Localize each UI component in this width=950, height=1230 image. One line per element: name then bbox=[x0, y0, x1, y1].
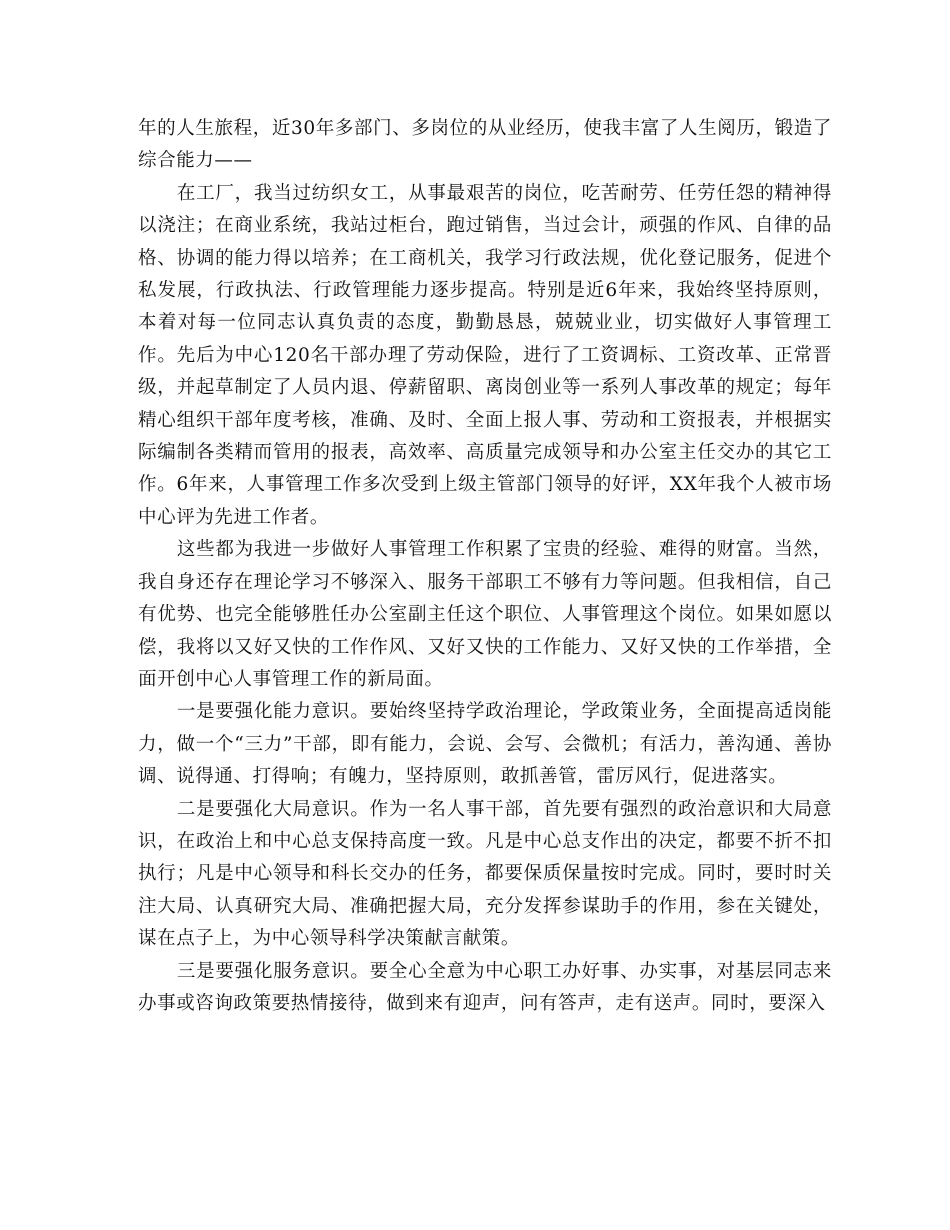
paragraph-work-experience: 在工厂，我当过纺织女工，从事最艰苦的岗位，吃苦耐劳、任劳任怨的精神得以浇注；在商业系统，我站过柜台，跑过销售，当过会计，顽强的作风、自律的品格、协调的能力得以培养；在工商机关，我学习行政法规，优化登记服务，促进个私发展，行政执法、行政管理能力逐步提高。特别是近6年来，我始终坚持原则，本着对每一位同志认真负责的态度，勤勤恳恳，兢兢业业，切实做好人事管理工作。先后为中心120名干部办理了劳动保险，进行了工资调标、工资改革、正常晋级，并起草制定了人员内退、停薪留职、离岗创业等一系列人事改革的规定；每年精心组织干部年度考核，准确、及时、全面上报人事、劳动和工资报表，并根据实际编制各类精而管用的报表，高效率、高质量完成领导和办公室主任交办的其它工作。6年来，人事管理工作多次受到上级主管部门领导的好评，XX年我个人被市场中心评为先进工作者。 bbox=[138, 182, 832, 528]
paragraph-self-assessment: 这些都为我进一步做好人事管理工作积累了宝贵的经验、难得的财富。当然，我自身还存在理论学习不够深入、服务干部职工不够有力等问题。但我相信，自己有优势、也完全能够胜任办公室副主任这个职位、人事管理这个岗位。如果如愿以偿，我将以又好又快的工作作风、又好又快的工作能力、又好又快的工作举措，全面开创中心人事管理工作的新局面。 bbox=[138, 539, 832, 690]
paragraph-continuation: 年的人生旅程，近30年多部门、多岗位的从业经历，使我丰富了人生阅历，锻造了综合能力—— bbox=[138, 118, 832, 172]
paragraph-overall-awareness: 二是要强化大局意识。作为一名人事干部，首先要有强烈的政治意识和大局意识，在政治上和中心总支保持高度一致。凡是中心总支作出的决定，都要不折不扣执行；凡是中心领导和科长交办的任务，都要保质保量按时完成。同时，要时时关注大局、认真研究大局、准确把握大局，充分发挥参谋助手的作用，参在关键处，谋在点子上，为中心领导科学决策献言献策。 bbox=[138, 798, 832, 950]
paragraph-service-awareness: 三是要强化服务意识。要全心全意为中心职工办好事、办实事，对基层同志来办事或咨询政策要热情接待，做到来有迎声，问有答声，走有送声。同时，要深入 bbox=[138, 960, 832, 1014]
paragraph-ability-awareness: 一是要强化能力意识。要始终坚持学政治理论，学政策业务，全面提高适岗能力，做一个“三力”干部，即有能力，会说、会写、会微机；有活力，善沟通、善协调、说得通、打得响；有魄力，坚持原则，敢抓善管，雷厉风行，促进落实。 bbox=[138, 701, 832, 788]
